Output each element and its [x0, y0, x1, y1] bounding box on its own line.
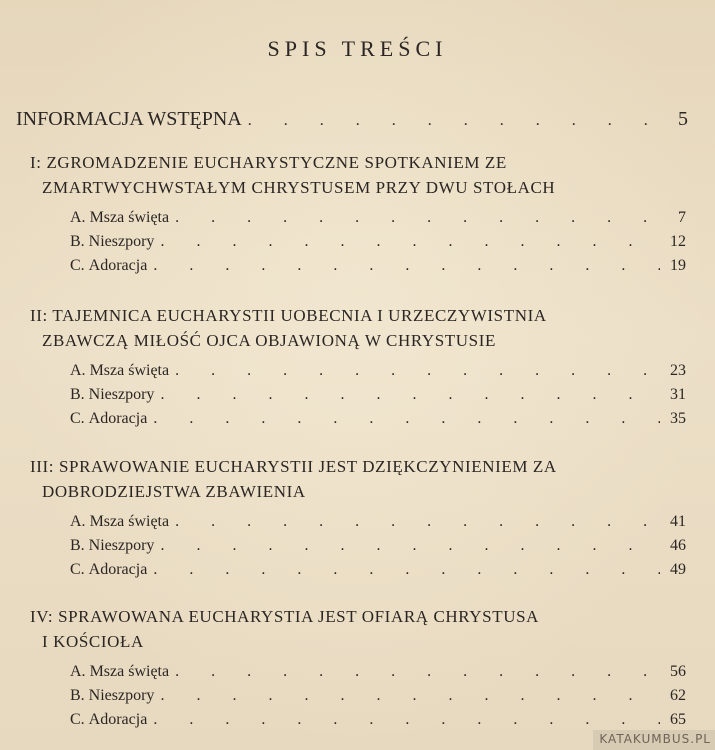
chapter-title-line-1: ZGROMADZENIE EUCHARYSTYCZNE SPOTKANIEM ZE [46, 153, 507, 172]
intro-label: INFORMACJA WSTĘPNA [16, 108, 242, 130]
chapter-number: I: [30, 153, 42, 172]
entry-label: Msza święta [89, 513, 170, 530]
entry-letter: C. [70, 561, 85, 578]
chapter-number: IV: [30, 607, 54, 626]
intro-page-number: 5 [678, 108, 688, 130]
chapter-title [30, 303, 686, 353]
dot-leader [153, 254, 660, 278]
watermark: KATAKUMBUS.PL [593, 730, 715, 750]
dot-leader [175, 660, 660, 684]
entry-label: Nieszpory [88, 386, 155, 403]
chapter-title-line-1: TAJEMNICA EUCHARYSTII UOBECNIA I URZECZYWISTNIA [52, 306, 547, 325]
entry-page-number: 65 [670, 711, 686, 728]
entry-page-number: 62 [670, 687, 686, 704]
dot-leader [175, 206, 660, 230]
entry-label: Nieszpory [88, 233, 155, 250]
chapter-title-line-2: I KOŚCIOŁA [42, 632, 144, 651]
entry-letter: B. [70, 537, 85, 554]
entry-label: Adoracja [88, 410, 148, 427]
toc-entry [30, 684, 686, 708]
dot-leader [153, 407, 660, 431]
toc-entry [30, 407, 686, 431]
entry-letter: B. [70, 233, 85, 250]
dot-leader [160, 684, 660, 708]
chapter-4 [30, 604, 686, 732]
entry-page-number: 23 [670, 362, 686, 379]
dot-leader [175, 510, 660, 534]
chapter-1 [30, 150, 686, 278]
chapter-number: II: [30, 306, 48, 325]
entry-label: Msza święta [89, 362, 170, 379]
entry-letter: B. [70, 386, 85, 403]
chapter-title-line-1: SPRAWOWANIE EUCHARYSTII JEST DZIĘKCZYNIENIEM ZA [58, 457, 557, 476]
dot-leader [160, 534, 660, 558]
entry-page-number: 31 [670, 386, 686, 403]
toc-entry [30, 206, 686, 230]
chapter-title-line-1: SPRAWOWANA EUCHARYSTIA JEST OFIARĄ CHRYSTUSA [58, 607, 540, 626]
chapter-title [30, 604, 686, 654]
entry-letter: C. [70, 257, 85, 274]
entry-letter: C. [70, 711, 85, 728]
page-title: SPIS TREŚCI [267, 36, 448, 61]
dot-leader [248, 112, 672, 130]
chapter-3 [30, 454, 686, 582]
toc-entry [30, 254, 686, 278]
chapter-number: III: [30, 457, 55, 476]
chapter-title-line-2: DOBRODZIEJSTWA ZBAWIENIA [42, 482, 306, 501]
chapter-title [30, 454, 686, 504]
toc-entry [30, 534, 686, 558]
toc-entry [30, 359, 686, 383]
dot-leader [160, 230, 660, 254]
toc-entry [30, 383, 686, 407]
entry-page-number: 35 [670, 410, 686, 427]
entry-letter: A. [70, 362, 86, 379]
entry-page-number: 46 [670, 537, 686, 554]
entry-letter: A. [70, 663, 86, 680]
toc-intro-entry [16, 108, 688, 131]
dot-leader [153, 558, 660, 582]
toc-entry [30, 708, 686, 732]
entry-letter: B. [70, 687, 85, 704]
toc-entry [30, 510, 686, 534]
entry-label: Msza święta [89, 209, 170, 226]
entry-page-number: 12 [670, 233, 686, 250]
entry-letter: C. [70, 410, 85, 427]
entry-letter: A. [70, 209, 86, 226]
entry-label: Nieszpory [88, 687, 155, 704]
entry-label: Adoracja [88, 561, 148, 578]
entry-label: Adoracja [88, 257, 148, 274]
dot-leader [160, 383, 660, 407]
chapter-title-line-2: ZBAWCZĄ MIŁOŚĆ OJCA OBJAWIONĄ W CHRYSTUSIE [42, 331, 496, 350]
chapter-2 [30, 303, 686, 431]
toc-entry [30, 660, 686, 684]
toc-entry [30, 230, 686, 254]
entry-page-number: 49 [670, 561, 686, 578]
entry-letter: A. [70, 513, 86, 530]
entry-page-number: 56 [670, 663, 686, 680]
entry-label: Adoracja [88, 711, 148, 728]
toc-entry [30, 558, 686, 582]
dot-leader [175, 359, 660, 383]
chapter-title-line-2: ZMARTWYCHWSTAŁYM CHRYSTUSEM PRZY DWU STOŁACH [42, 178, 556, 197]
entry-label: Nieszpory [88, 537, 155, 554]
entry-page-number: 19 [670, 257, 686, 274]
dot-leader [153, 708, 660, 732]
entry-page-number: 41 [670, 513, 686, 530]
entry-label: Msza święta [89, 663, 170, 680]
chapter-title [30, 150, 686, 200]
entry-page-number: 7 [678, 209, 686, 226]
